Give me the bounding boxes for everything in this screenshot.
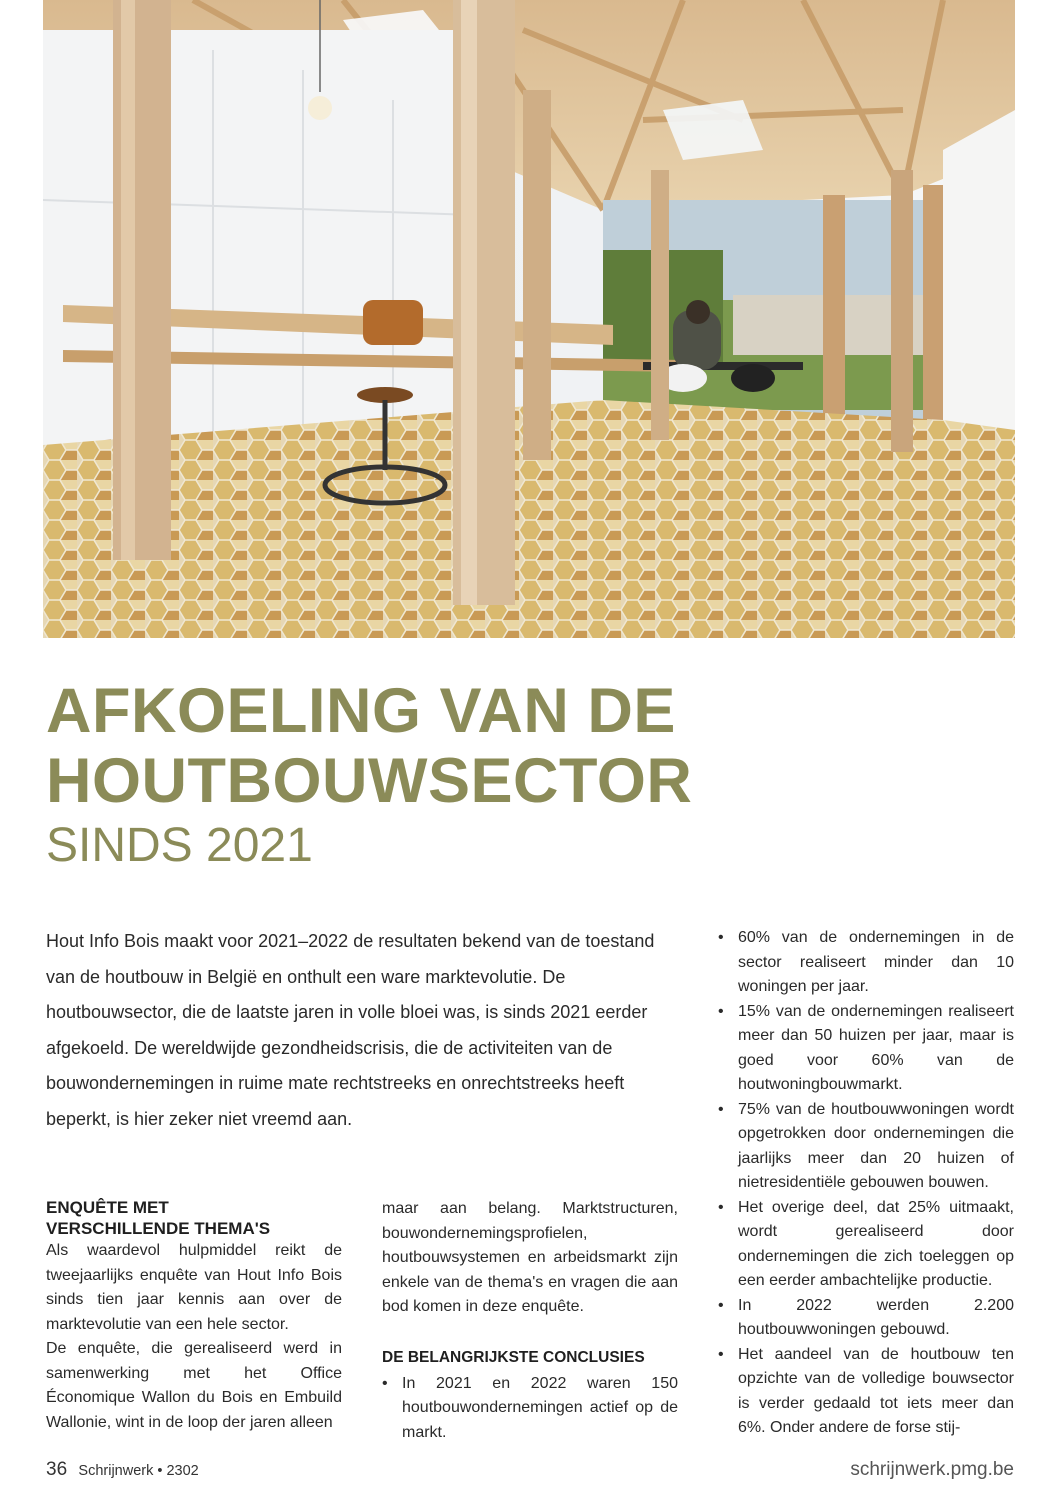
page-footer-left [46,1459,199,1481]
list-item: • Het overige deel, dat 25% uitmaakt, wordt gerealiseerd door ondernemingen die zich toeleggen op een eerder ambachtelijke productie. [718,1196,1014,1294]
title-line-2: HOUTBOUWSECTOR [46,746,693,816]
text-column-3 [718,926,1014,1441]
list-item: • 75% van de houtbouwwoningen wordt opgetrokken door ondernemingen die jaarlijks meer dan 20 huizen of nietresidentiële gebouwen bouwen. [718,1098,1014,1196]
body-paragraph: Als waardevol hulpmiddel reikt de tweejaarlijks enquête van Hout Info Bois sinds tien jaar kennis aan over de marktevolutie van een hele sector. [46,1242,342,1333]
section-heading-conclusies: DE BELANGRIJKSTE CONCLUSIES [382,1348,645,1366]
website-link[interactable]: schrijnwerk.pmg.be [850,1459,1014,1480]
list-item: • Het aandeel van de houtbouw ten opzichte van de volledige bouwsector is verder gedaald tot iets meer dan 6%. Onder andere de forse stij- [718,1343,1014,1441]
text-column-1 [46,1197,342,1435]
list-item: • 15% van de ondernemingen realiseert meer dan 50 huizen per jaar, maar is goed voor 60% van de houtwoningbouwmarkt. [718,1000,1014,1098]
conclusions-list-col3 [718,926,1014,1441]
list-item: • 60% van de ondernemingen in de sector realiseert minder dan 10 woningen per jaar. [718,926,1014,1000]
magazine-issue: Schrijnwerk • 2302 [78,1463,199,1479]
article-title [46,676,746,816]
section-heading-line-1: ENQUÊTE MET [46,1198,169,1217]
list-item: • In 2021 en 2022 waren 150 houtbouwondernemingen actief op de markt. [382,1372,678,1446]
header-photo [43,0,1015,638]
text-column-2 [382,1197,678,1445]
lead-paragraph: Hout Info Bois maakt voor 2021–2022 de resultaten bekend van de toestand van de houtbouw in België en onthult een ware marktevolutie. De houtbouwsector, die de laatste jaren in volle bloei was, is sinds 2021 eerder afgekoeld. De wereldwijde gezondheidscrisis, die de activiteiten van de bouwondernemingen in ruime mate rechtstreeks en onrechtstreeks heeft beperkt, is hier zeker niet vreemd aan. [46,931,655,1129]
page-number: 36 [46,1459,68,1480]
interior-photo-illustration [43,0,1015,638]
conclusions-list-col2 [382,1372,678,1446]
body-paragraph: De enquête, die gerealiseerd werd in samenwerking met het Office Économique Wallon du Bois en Embuild Wallonie, wint in de loop der jaren alleen [46,1340,342,1431]
article-title-block [46,676,746,874]
section-heading-enquete [46,1197,342,1239]
article-subtitle: SINDS 2021 [46,819,313,872]
title-line-1: AFKOELING VAN DE [46,676,676,746]
section-heading-line-2: VERSCHILLENDE THEMA'S [46,1219,271,1238]
body-paragraph: maar aan belang. Marktstructuren, bouwondernemingsprofielen, houtbouwsystemen en arbeidsmarkt zijn enkele van de thema's en vragen die aan bod komen in deze enquête. [382,1200,678,1315]
list-item: • In 2022 werden 2.200 houtbouwwoningen gebouwd. [718,1294,1014,1343]
